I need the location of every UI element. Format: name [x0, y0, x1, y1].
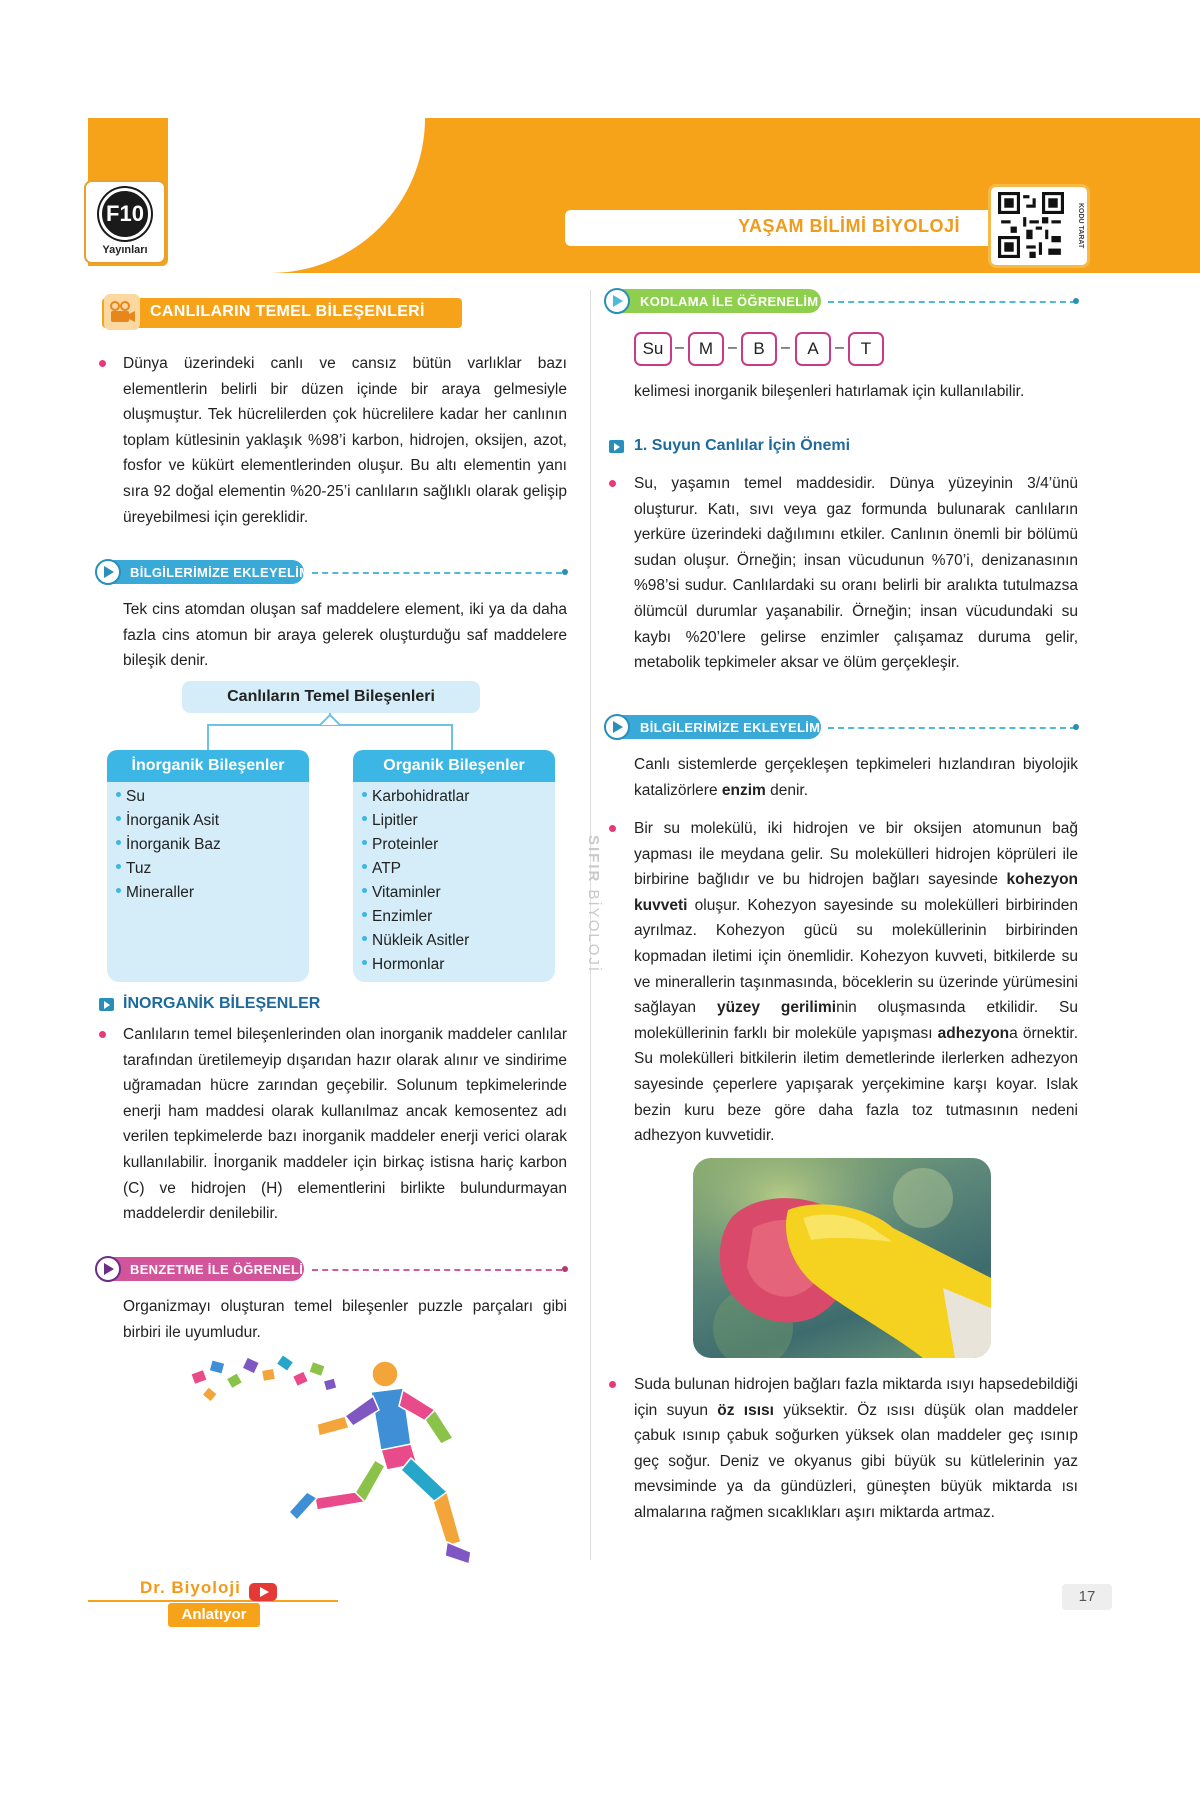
bullet: [99, 1031, 106, 1038]
code-letter-box: Su: [634, 332, 672, 366]
bullet: [609, 825, 616, 832]
code-dash: –: [675, 339, 684, 356]
tree-root: Canlıların Temel Bileşenleri: [182, 681, 480, 713]
dashed-line: [828, 301, 1076, 303]
dashed-line: [828, 727, 1076, 729]
play-icon: [99, 998, 114, 1011]
bullet: [609, 1381, 616, 1388]
glove-cloth-illustration: [693, 1158, 991, 1358]
inorganic-list: [116, 785, 306, 905]
analogy-tag-label: BENZETME İLE ÖĞRENELİM: [130, 1262, 315, 1277]
code-letter-box: M: [688, 332, 724, 366]
bullet: [99, 360, 106, 367]
arrow-badge-icon: [604, 714, 630, 740]
dashed-line-end: [1073, 724, 1079, 730]
code-letter-box: B: [741, 332, 777, 366]
list-item: Mineraller: [116, 881, 306, 905]
logo-mark: F10: [99, 188, 151, 240]
cohesion-paragraph: Bir su molekülü, iki hidrojen ve bir oksijen atomunun bağ yapması ile meydana gelir. Su molekülleri hidrojen köprüleri ile birbirine bağlıdır ve bu hidrojen bağları sayesinde kohezyon kuvveti oluşur. Kohezyon sayesinde su molekülleri birbirinden ayrılmaz. Kohezyon gücü su moleküllerinin birbirinden kopmadan iletimi için önemlidir. Kohezyon kuvveti, bitkilerde su ve minerallerin taşınmasında, böceklerin su üzerinde yürümesini sağlayan yüzey geriliminin oluşmasında etkilidir. Su moleküllerinin farklı bir moleküle yapışması adhezyona örnektir. Su molekülleri bitkilerin iletim demetlerinde ilerlerken adhezyon sayesinde çeperlere yapışarak yerçekimine karşı koyar. Islak bezin kuru beze göre daha fazla toz tutmasının nedeni adhezyon kuvvetidir.: [634, 820, 1078, 1145]
video-camera-icon: [102, 292, 142, 332]
qr-code-icon[interactable]: [998, 192, 1064, 258]
dashed-line: [312, 1269, 562, 1271]
code-letter-box: T: [848, 332, 884, 366]
dashed-line-end: [562, 1266, 568, 1272]
analogy-paragraph: Organizmayı oluşturan temel bileşenler puzzle parçaları gibi birbiri ile uyumludur.: [123, 1298, 567, 1341]
list-item: Nükleik Asitler: [362, 929, 552, 953]
code-letter-box: A: [795, 332, 831, 366]
organic-heading: Organik Bileşenler: [353, 750, 555, 782]
arrow-badge-icon: [95, 559, 121, 585]
info-tag-label: BİLGİLERİMİZE EKLEYELİM: [640, 720, 821, 735]
play-button-icon: [248, 1582, 278, 1602]
tree-notch: [320, 714, 340, 726]
specific-heat-paragraph: Suda bulunan hidrojen bağları fazla miktarda ısıyı hapsedebildiği için suyun öz ısısı yüksektir. Öz ısısı düşük olan maddeler çabuk ısınıp çabuk soğurken yüksek olan maddeler geç ısınıp geç soğur. Deniz ve okyanus gibi büyük su kütlelerinin yaz mevsiminde ya da gündüzleri, güneşten büyük miktarda ısı almalarına rağmen sıcaklıkları aşırı miktarda artmaz.: [634, 1376, 1079, 1521]
code-dash: –: [781, 339, 790, 356]
list-item: Hormonlar: [362, 953, 552, 977]
inorganic-paragraph: Canlıların temel bileşenlerinden olan inorganik maddeler canlılar tarafından üretilemeyip dışarıdan hazır olarak alınır ve sindirime uğramadan hücre zarından geçebilir. Solunum tepkimelerinde enerji ham maddesi olarak kullanılmaz ancak kemosentez adı verilen tepkimelerde bazı inorganik maddeler enerji verici olarak kullanılabilir. İnorganik maddeler için birkaç istisna hariç karbon (C) ve hidrojen (H) elementlerini birlikte bulundurmayan maddelerdir denilebilir.: [123, 1026, 567, 1223]
code-explanation: kelimesi inorganik bileşenleri hatırlamak için kullanılabilir.: [634, 383, 1025, 400]
list-item: Karbohidratlar: [362, 785, 552, 809]
water-importance-heading: 1. Suyun Canlılar İçin Önemi: [634, 437, 851, 454]
code-dash: –: [835, 339, 844, 356]
header-title: YAŞAM BİLİMİ BİYOLOJİ: [738, 216, 960, 236]
play-icon: [609, 440, 624, 453]
footer-line: [88, 1600, 338, 1602]
arrow-badge-icon: [95, 1256, 121, 1282]
list-item: Tuz: [116, 857, 306, 881]
intro-paragraph: Dünya üzerindeki canlı ve cansız bütün varlıklar bazı elementlerin belirli bir düzen içinde bir araya gelmesiyle oluşmuştur. Tek hücrelilerden çok hücrelilere kadar her canlının toplam kütlesinin yaklaşık %98’i karbon, hidrojen, oksijen, azot, fosfor ve kükürt elementlerinden oluşur. Bu altı elementin yanı sıra 92 doğal elementin %20-25’i canlıların sağlıklı olarak gelişip üreyebilmesi için gereklidir.: [123, 355, 567, 526]
footer-brand: Dr. Biyoloji: [140, 1578, 241, 1597]
dashed-line: [312, 572, 562, 574]
list-item: Enzimler: [362, 905, 552, 929]
dashed-line-end: [562, 569, 568, 575]
side-label: SIFIR BİYOLOJİ: [585, 835, 602, 974]
coding-tag-label: KODLAMA İLE ÖĞRENELİM: [640, 294, 819, 309]
enzyme-definition: Canlı sistemlerde gerçekleşen tepkimeleri hızlandıran biyolojik katalizörlere enzim denir.: [634, 756, 1078, 799]
water-paragraph: Su, yaşamın temel maddesidir. Dünya yüzeyinin 3/4’ünü oluşturur. Katı, sıvı veya gaz formunda bulunarak canlıların yerküre üzerindeki dağılımını etkiler. Canlının önemli bir bölümü sudan oluşur. Örneğin; insan vücudunun %70’i, denizanasının %98’si sudur. Canlılardaki su oranı belirli bir aralıkta tutulmazsa ölümcül durumlar yaşanabilir. Örneğin; insan vücudundaki su kaybı %20’lere gelirse enzimler çalışamaz duruma gelir, metabolik tepkimeler aksar ve ölüm gerçekleşir.: [634, 475, 1078, 672]
inorganic-heading-title: İNORGANİK BİLEŞENLER: [123, 995, 321, 1012]
list-item: İnorganik Asit: [116, 809, 306, 833]
tree-branch: [207, 724, 453, 752]
dashed-line-end: [1073, 298, 1079, 304]
glove-cloth-photo: [693, 1158, 991, 1358]
section-title: CANLILARIN TEMEL BİLEŞENLERİ: [150, 303, 425, 320]
qr-scan-label: KODU TARAT: [1077, 203, 1084, 249]
list-item: Proteinler: [362, 833, 552, 857]
code-dash: –: [728, 339, 737, 356]
bullet: [609, 480, 616, 487]
element-definition: Tek cins atomdan oluşan saf maddelere element, iki ya da daha fazla cins atomun bir araya gelerek oluşturduğu saf maddelere bileşik denir.: [123, 601, 567, 670]
inorganic-heading: İnorganik Bileşenler: [107, 750, 309, 782]
info-tag-label: BİLGİLERİMİZE EKLEYELİM: [130, 565, 311, 580]
list-item: Lipitler: [362, 809, 552, 833]
list-item: İnorganik Baz: [116, 833, 306, 857]
list-item: ATP: [362, 857, 552, 881]
puzzle-runner-illustration: [185, 1352, 485, 1572]
logo-subtitle: Yayınları: [102, 244, 148, 256]
list-item: Vitaminler: [362, 881, 552, 905]
page-number: 17: [1062, 1584, 1112, 1610]
organic-list: [362, 785, 552, 977]
arrow-badge-icon: [604, 288, 630, 314]
list-item: Su: [116, 785, 306, 809]
footer-subtitle: Anlatıyor: [168, 1603, 260, 1627]
